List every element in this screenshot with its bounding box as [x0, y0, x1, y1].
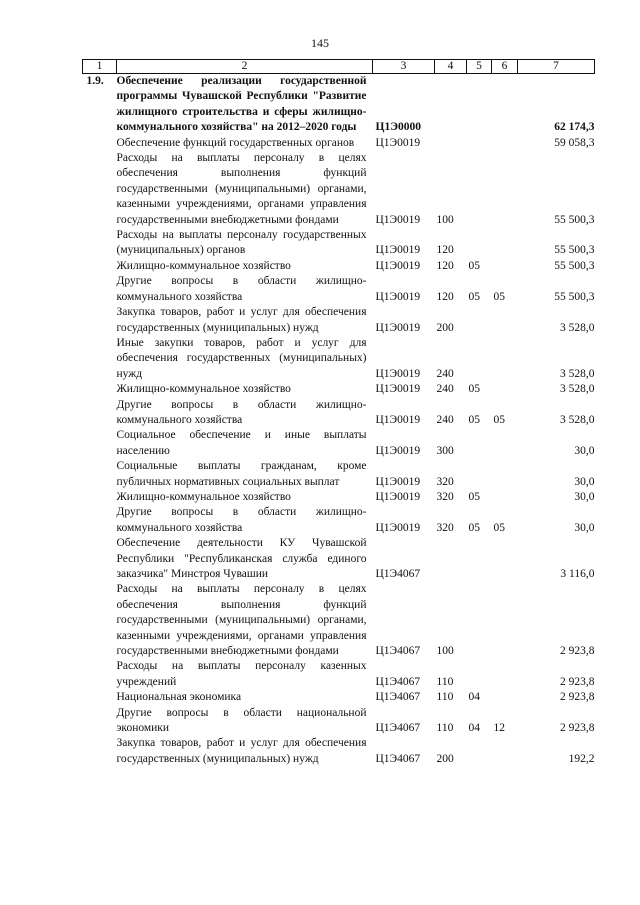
row-name: Национальная экономика — [116, 691, 242, 704]
target-code: Ц1Э4067 — [375, 722, 421, 735]
section-number — [83, 706, 117, 737]
section-number — [83, 659, 117, 690]
amount: 2 923,8 — [560, 722, 595, 735]
section-number — [83, 736, 117, 767]
row-name: Жилищно-коммунальное хозяйство — [116, 259, 291, 272]
table-row — [83, 706, 595, 737]
amount: 59 058,3 — [554, 136, 595, 149]
amount: 3 116,0 — [560, 568, 595, 580]
section-number — [83, 259, 117, 274]
subsection-code — [492, 736, 518, 767]
section-code — [467, 228, 492, 259]
column-number-header — [83, 60, 595, 74]
amount: 55 500,3 — [554, 213, 595, 226]
target-code: Ц1Э4067 — [375, 691, 421, 704]
subsection-code — [492, 136, 518, 151]
expense-type: 240 — [436, 383, 454, 396]
amount: 30,0 — [574, 490, 595, 503]
expense-type — [435, 536, 467, 582]
target-code: Ц1Э0019 — [375, 367, 421, 380]
target-code: Ц1Э0019 — [375, 213, 421, 226]
section-code: 05 — [468, 413, 480, 426]
subsection-code — [492, 74, 518, 136]
target-code: Ц1Э0019 — [375, 383, 421, 396]
section-number — [83, 505, 117, 536]
table-row — [83, 536, 595, 582]
amount: 3 528,0 — [560, 383, 595, 396]
amount: 55 500,3 — [554, 290, 595, 303]
header-col-5: 5 — [467, 60, 492, 74]
section-number — [83, 428, 117, 459]
table-row — [83, 736, 595, 767]
subsection-code — [492, 490, 518, 505]
table-row — [83, 228, 595, 259]
section-code: 04 — [468, 722, 480, 735]
expense-type — [435, 74, 467, 136]
expense-type: 100 — [436, 213, 454, 226]
subsection-code — [492, 151, 518, 228]
target-code: Ц1Э0019 — [375, 259, 421, 272]
target-code: Ц1Э4067 — [375, 645, 421, 658]
subsection-code — [492, 228, 518, 259]
table-row — [83, 398, 595, 429]
target-code: Ц1Э0019 — [375, 521, 421, 534]
section-code: 05 — [468, 290, 480, 303]
subsection-code — [492, 459, 518, 490]
section-code — [467, 336, 492, 382]
table-row — [83, 490, 595, 505]
row-name: Социальное обеспечение и иные выплаты населению — [116, 429, 367, 457]
section-code: 05 — [468, 521, 480, 534]
amount: 3 528,0 — [560, 367, 595, 380]
row-name: Расходы на выплаты персоналу в целях обеспечения выполнения функций государственными (муниципальными) органами, казенными учреждениями, органами управления государственными внебюджетными фондами — [116, 152, 367, 226]
section-number — [83, 305, 117, 336]
expense-type: 100 — [436, 645, 454, 658]
expense-type: 320 — [436, 475, 454, 488]
amount: 30,0 — [574, 444, 595, 457]
subsection-code — [492, 582, 518, 659]
section-code — [467, 536, 492, 582]
row-name: Расходы на выплаты персоналу казенных учреждений — [116, 660, 367, 688]
table-row — [83, 305, 595, 336]
header-col-6: 6 — [492, 60, 518, 74]
expense-type: 110 — [436, 722, 454, 735]
header-col-3: 3 — [373, 60, 435, 74]
section-code: 04 — [468, 691, 480, 704]
row-name: Иные закупки товаров, работ и услуг для обеспечения государственных (муниципальных) нужд — [116, 336, 367, 380]
subsection-code — [492, 428, 518, 459]
section-number — [83, 336, 117, 382]
section-number — [83, 690, 117, 705]
target-code: Ц1Э0019 — [375, 475, 421, 488]
section-number — [83, 228, 117, 259]
target-code: Ц1Э0019 — [375, 321, 421, 334]
subsection-code: 05 — [493, 290, 505, 303]
amount: 30,0 — [574, 475, 595, 488]
subsection-code — [492, 336, 518, 382]
expense-type: 240 — [436, 413, 454, 426]
table-row — [83, 136, 595, 151]
table-row — [83, 659, 595, 690]
table-row — [83, 382, 595, 397]
subsection-code: 05 — [493, 521, 505, 534]
target-code: Ц1Э4067 — [375, 752, 421, 765]
row-name: Обеспечение реализации государственной программы Чувашской Республики "Развитие жилищного строительства и сферы жилищно-коммунального хозяйства" на 2012–2020 годы — [116, 75, 367, 134]
subsection-code — [492, 536, 518, 582]
section-code: 05 — [468, 259, 480, 272]
section-number — [83, 382, 117, 397]
expense-type: 300 — [436, 444, 454, 457]
amount: 3 528,0 — [560, 413, 595, 426]
table-row — [83, 582, 595, 659]
section-code: 05 — [468, 383, 480, 396]
section-number — [83, 459, 117, 490]
target-code: Ц1Э0000 — [375, 121, 421, 134]
target-code: Ц1Э4067 — [375, 675, 421, 688]
row-name: Другие вопросы в области жилищно-коммунального хозяйства — [116, 275, 367, 303]
expense-type: 200 — [436, 321, 454, 334]
page-number: 145 — [311, 36, 329, 50]
table-row — [83, 690, 595, 705]
target-code: Ц1Э4067 — [375, 568, 421, 580]
section-number: 1.9. — [86, 75, 104, 87]
table-row — [83, 428, 595, 459]
header-col-1: 1 — [83, 60, 117, 74]
row-name: Обеспечение функций государственных органов — [116, 136, 355, 149]
section-number — [83, 536, 117, 582]
target-code: Ц1Э0019 — [375, 290, 421, 303]
amount: 2 923,8 — [560, 675, 595, 688]
section-number — [83, 274, 117, 305]
amount: 55 500,3 — [554, 259, 595, 272]
budget-table — [82, 59, 595, 767]
section-code — [467, 136, 492, 151]
header-col-4: 4 — [435, 60, 467, 74]
expense-type — [435, 136, 467, 151]
table-row — [83, 74, 595, 136]
amount: 2 923,8 — [560, 691, 595, 704]
expense-type: 120 — [436, 259, 454, 272]
table-row — [83, 151, 595, 228]
section-code — [467, 736, 492, 767]
amount: 62 174,3 — [554, 121, 595, 134]
subsection-code — [492, 259, 518, 274]
section-code — [467, 305, 492, 336]
amount: 192,2 — [568, 752, 595, 765]
target-code: Ц1Э0019 — [375, 136, 421, 149]
amount: 55 500,3 — [554, 244, 595, 257]
row-name: Закупка товаров, работ и услуг для обеспечения государственных (муниципальных) нужд — [116, 306, 367, 334]
table-row — [83, 505, 595, 536]
row-name: Жилищно-коммунальное хозяйство — [116, 383, 291, 396]
section-number — [83, 398, 117, 429]
subsection-code — [492, 382, 518, 397]
section-number — [83, 582, 117, 659]
table-row — [83, 336, 595, 382]
table-row — [83, 259, 595, 274]
expense-type: 200 — [436, 752, 454, 765]
amount: 3 528,0 — [560, 321, 595, 334]
section-number — [83, 136, 117, 151]
target-code: Ц1Э0019 — [375, 413, 421, 426]
target-code: Ц1Э0019 — [375, 490, 421, 503]
section-code: 05 — [468, 490, 480, 503]
target-code: Ц1Э0019 — [375, 444, 421, 457]
amount: 30,0 — [574, 521, 595, 534]
row-name: Расходы на выплаты персоналу государственных (муниципальных) органов — [116, 229, 367, 257]
row-name: Другие вопросы в области национальной экономики — [116, 706, 367, 735]
section-code — [467, 659, 492, 690]
section-code — [467, 582, 492, 659]
section-number — [83, 490, 117, 505]
subsection-code: 05 — [493, 413, 505, 426]
expense-type: 120 — [436, 244, 454, 257]
section-number — [83, 151, 117, 228]
row-name: Обеспечение деятельности КУ Чувашской Республики "Республиканская служба единого заказчика" Минстроя Чувашии — [116, 537, 367, 580]
section-code — [467, 428, 492, 459]
expense-type: 110 — [436, 675, 454, 688]
section-code — [467, 151, 492, 228]
row-name: Жилищно-коммунальное хозяйство — [116, 490, 291, 503]
expense-type: 320 — [436, 521, 454, 534]
table-row — [83, 274, 595, 305]
target-code: Ц1Э0019 — [375, 244, 421, 257]
subsection-code — [492, 305, 518, 336]
row-name: Другие вопросы в области жилищно-коммунального хозяйства — [116, 506, 367, 534]
section-code — [467, 459, 492, 490]
row-name: Другие вопросы в области жилищно-коммунального хозяйства — [116, 398, 367, 426]
expense-type: 110 — [436, 691, 454, 704]
row-name: Социальные выплаты гражданам, кроме публичных нормативных социальных выплат — [116, 460, 367, 488]
section-code — [467, 74, 492, 136]
amount: 2 923,8 — [560, 645, 595, 658]
subsection-code: 12 — [493, 722, 505, 735]
header-col-2: 2 — [117, 60, 373, 74]
row-name: Закупка товаров, работ и услуг для обеспечения государственных (муниципальных) нужд — [116, 737, 367, 765]
row-name: Расходы на выплаты персоналу в целях обеспечения выполнения функций государственными (муниципальными) органами, казенными учреждениями, органами управления государственными внебюджетными фондами — [116, 583, 367, 658]
table-row — [83, 459, 595, 490]
expense-type: 320 — [436, 490, 454, 503]
expense-type: 120 — [436, 290, 454, 303]
subsection-code — [492, 690, 518, 705]
expense-type: 240 — [436, 367, 454, 380]
header-col-7: 7 — [518, 60, 595, 74]
subsection-code — [492, 659, 518, 690]
